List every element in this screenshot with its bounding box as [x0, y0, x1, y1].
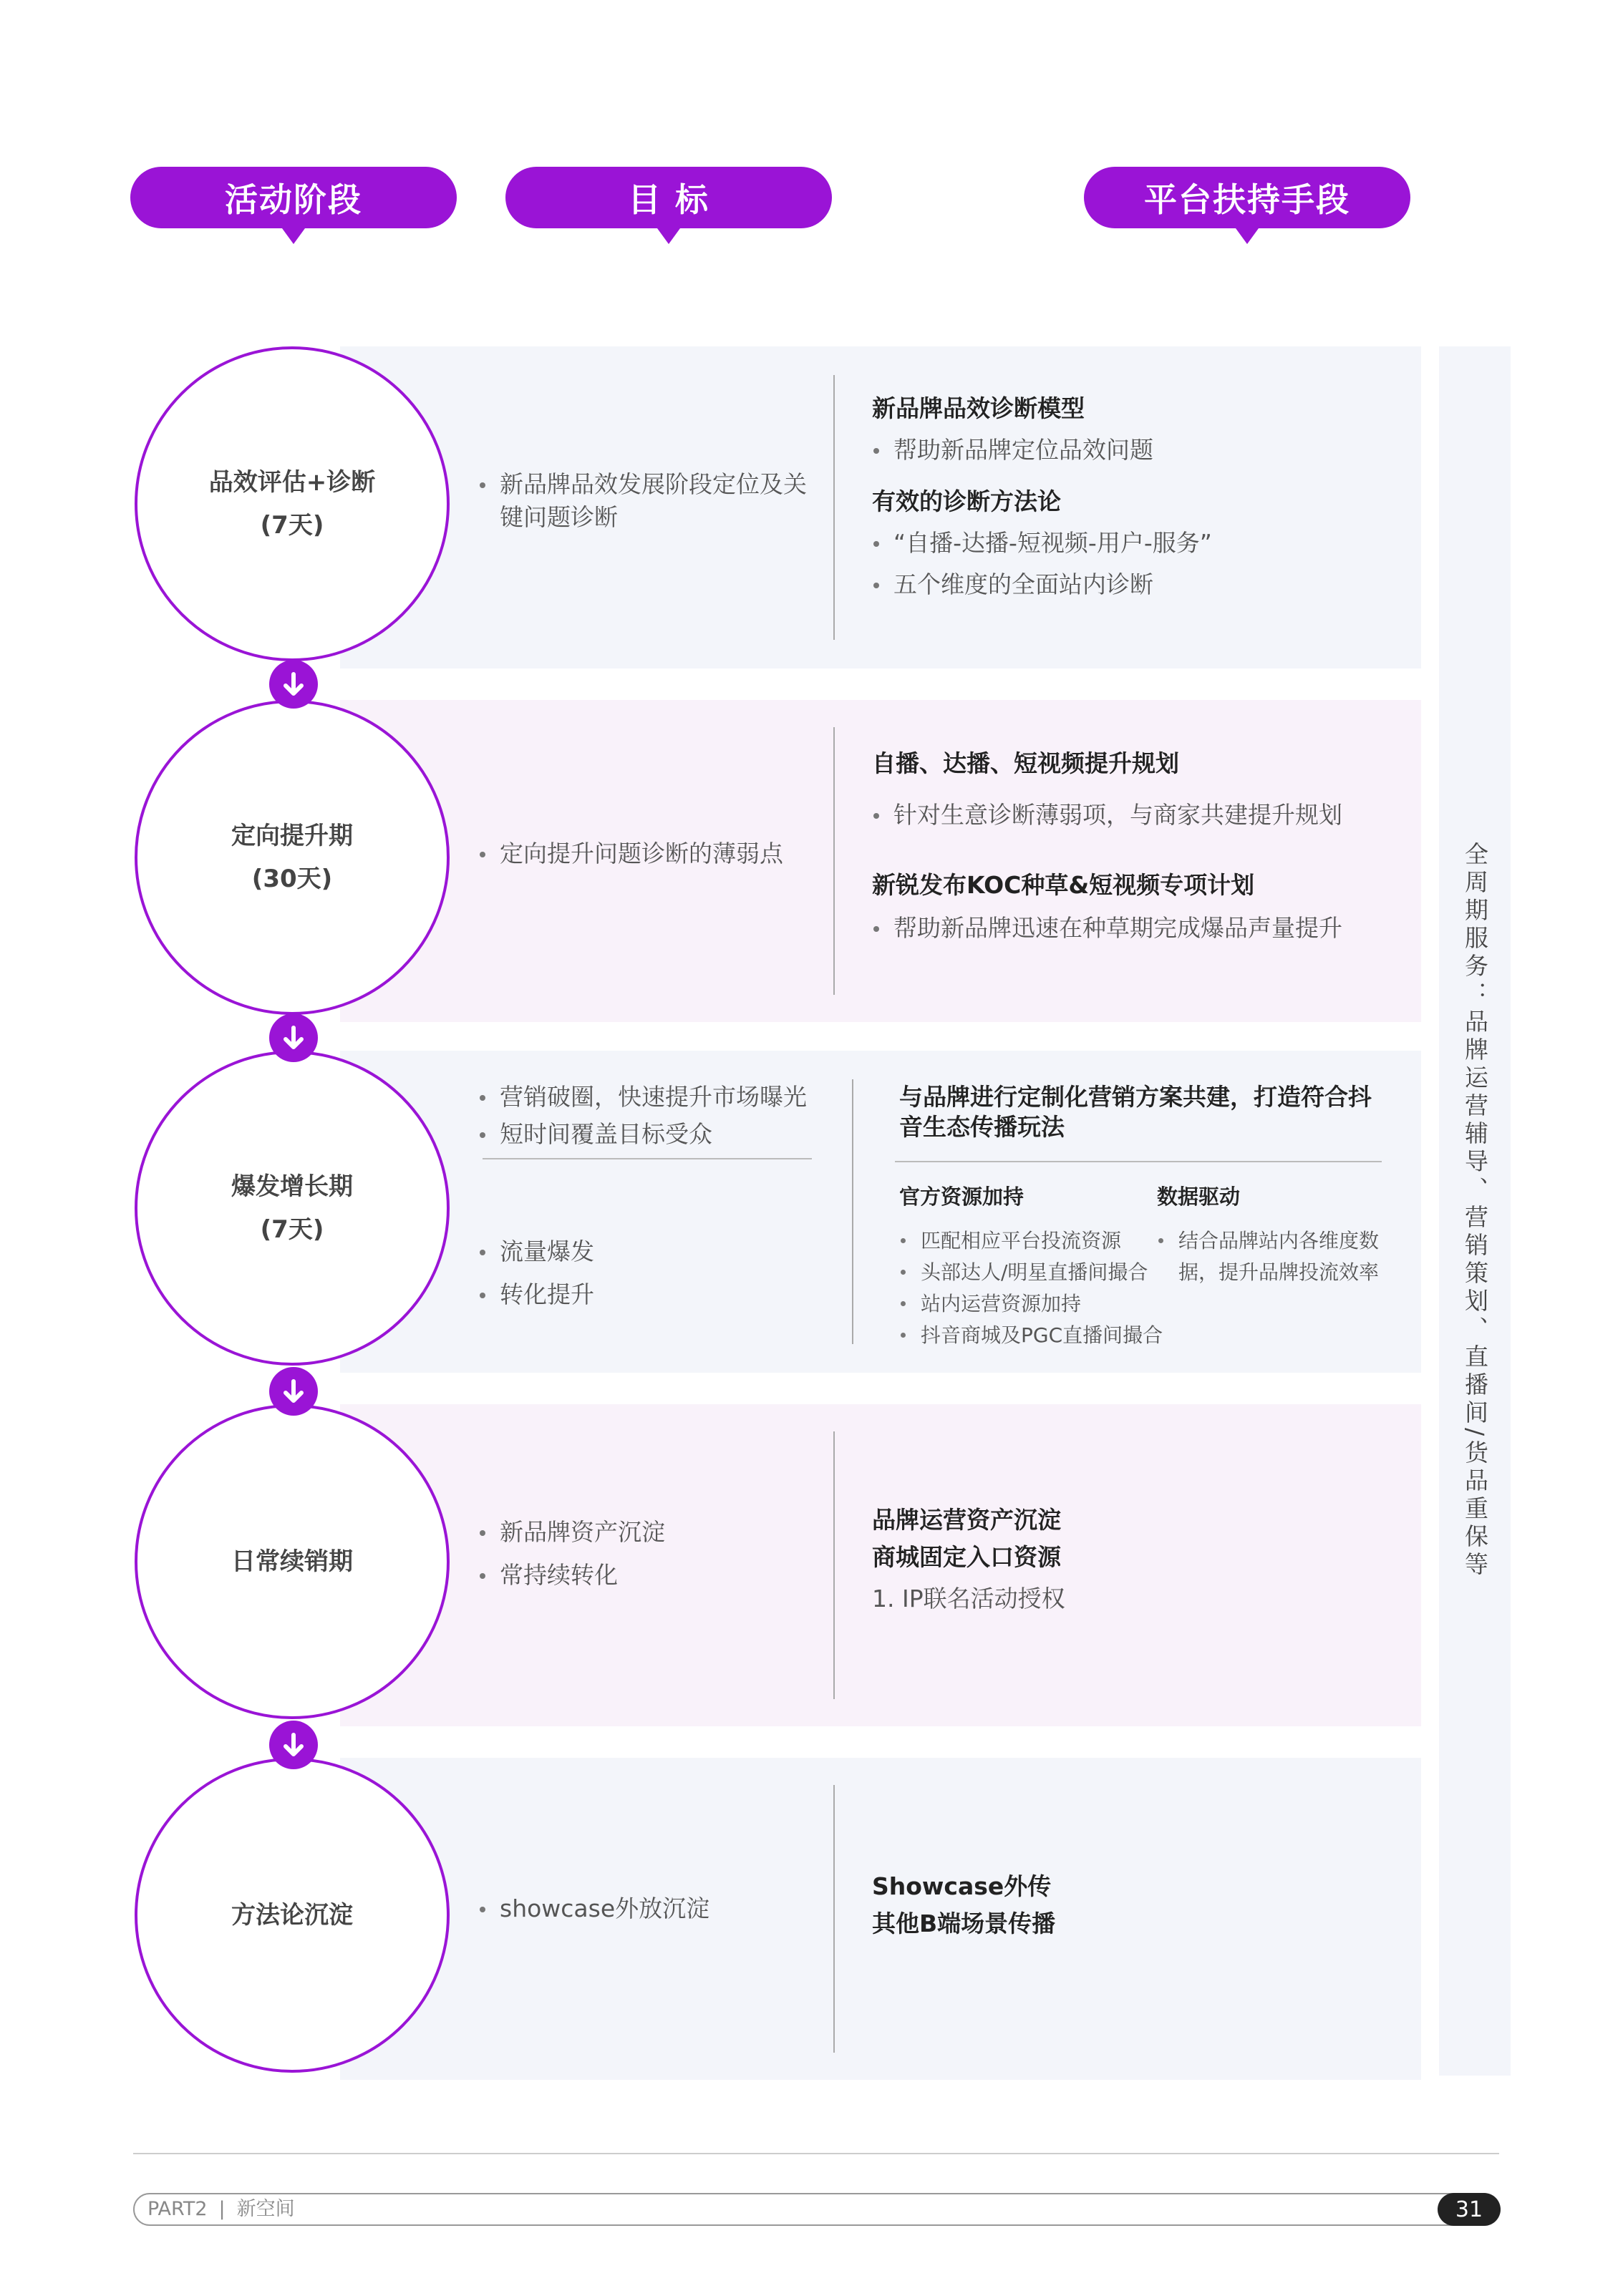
arrow-down-icon [269, 1013, 318, 1062]
stage-circle-1 [135, 346, 450, 661]
divider [833, 1785, 835, 2053]
support-heading: 其他B端场景传播 [872, 1910, 1056, 1937]
support-divider [895, 1161, 1382, 1162]
stage-3-support-col2 [1157, 1181, 1400, 1288]
support-heading: 品牌运营资产沉淀 [872, 1506, 1061, 1534]
stage-3-support [899, 1082, 1415, 1142]
support-item: 匹配相应平台投流资源 [899, 1225, 1171, 1257]
stage-3-support-col1 [899, 1181, 1171, 1351]
goal-item: 流量爆发 [478, 1235, 822, 1268]
stage-name: 爆发增长期 [231, 1172, 353, 1201]
support-item: 抖音商城及PGC直播间撮合 [899, 1320, 1171, 1351]
page-number: 31 [1438, 2193, 1501, 2226]
stage-1-support [872, 392, 1416, 601]
divider [852, 1079, 853, 1344]
header-support: 平台扶持手段 [1084, 167, 1410, 228]
stage-duration: (7天) [260, 1215, 324, 1244]
side-note-panel [1439, 346, 1511, 2076]
footer-separator: | [218, 2198, 226, 2220]
support-item: 站内运营资源加持 [899, 1288, 1171, 1320]
stage-4-goals [478, 1516, 808, 1592]
stage-4-support [872, 1502, 1416, 1618]
stage-name: 方法论沉淀 [231, 1901, 353, 1930]
stage-2-support [872, 747, 1416, 945]
stage-5-goals [478, 1892, 808, 1925]
header-stage: 活动阶段 [130, 167, 457, 228]
stage-duration: (30天) [251, 865, 333, 893]
stage-3-goals-bottom [478, 1235, 822, 1311]
support-text: 1. IP联名活动授权 [872, 1585, 1065, 1612]
arrow-down-icon [269, 1367, 318, 1416]
goal-item: 新品牌品效发展阶段定位及关键问题诊断 [478, 468, 808, 534]
side-note: 全周期服务：品牌运营辅导、营销策划、直播间/货品重保等 [1461, 842, 1489, 1580]
pointer-icon [1236, 228, 1259, 244]
support-item: 结合品牌站内各维度数 [1157, 1225, 1400, 1257]
stage-1-goals [478, 468, 808, 534]
support-item-cont: 据，提升品牌投流效率 [1178, 1260, 1380, 1284]
stage-circle-3 [135, 1051, 450, 1366]
stage-duration: (7天) [260, 511, 324, 540]
support-heading: 商城固定入口资源 [872, 1543, 1061, 1571]
pointer-icon [657, 228, 680, 244]
stage-circle-4 [135, 1404, 450, 1719]
stage-name: 品效评估+诊断 [208, 468, 376, 497]
support-heading: 音生态传播玩法 [899, 1113, 1065, 1141]
pointer-icon [282, 228, 305, 244]
divider [833, 1431, 835, 1699]
footer-bar [133, 2193, 1499, 2226]
footer-part: PART2 [147, 2198, 208, 2220]
support-heading: 新锐发布KOC种草&短视频专项计划 [872, 871, 1255, 899]
support-heading: 新品牌品效诊断模型 [872, 394, 1085, 422]
goal-divider [483, 1158, 812, 1159]
goal-item: 新品牌资产沉淀 [478, 1516, 808, 1549]
support-item: 针对生意诊断薄弱项，与商家共建提升规划 [872, 799, 1416, 832]
goal-item: 常持续转化 [478, 1559, 808, 1592]
goal-item: 营销破圈，快速提升市场曝光 [478, 1081, 822, 1114]
goal-item: showcase外放沉淀 [478, 1892, 808, 1925]
support-item: 五个维度的全面站内诊断 [872, 568, 1416, 601]
column-title: 数据驱动 [1157, 1185, 1241, 1209]
goal-item: 转化提升 [478, 1278, 822, 1311]
support-item: 帮助新品牌定位品效问题 [872, 434, 1416, 467]
footer-label [147, 2197, 295, 2222]
support-heading: 与品牌进行定制化营销方案共建，打造符合抖 [899, 1083, 1372, 1111]
support-heading: Showcase外传 [872, 1872, 1052, 1900]
stage-3-goals-top [478, 1081, 822, 1151]
support-heading: 有效的诊断方法论 [872, 487, 1061, 515]
support-heading: 自播、达播、短视频提升规划 [872, 749, 1179, 777]
stage-name: 定向提升期 [231, 822, 353, 850]
footer-divider [133, 2153, 1499, 2154]
goal-item: 短时间覆盖目标受众 [478, 1118, 822, 1151]
arrow-down-icon [269, 1721, 318, 1769]
stage-5-support [872, 1868, 1416, 1942]
stage-name: 日常续销期 [231, 1547, 353, 1576]
header-goal: 目 标 [505, 167, 832, 228]
divider [833, 727, 835, 995]
support-item: “自播-达播-短视频-用户-服务” [872, 527, 1416, 560]
stage-circle-2 [135, 700, 450, 1015]
support-item: 帮助新品牌迅速在种草期完成爆品声量提升 [872, 912, 1416, 945]
support-item: 头部达人/明星直播间撮合 [899, 1257, 1171, 1288]
column-title: 官方资源加持 [899, 1185, 1024, 1209]
stage-circle-5 [135, 1758, 450, 2073]
footer-section: 新空间 [236, 2198, 295, 2220]
stage-2-goals [478, 837, 808, 870]
goal-item: 定向提升问题诊断的薄弱点 [478, 837, 808, 870]
divider [833, 375, 835, 640]
arrow-down-icon [269, 660, 318, 709]
